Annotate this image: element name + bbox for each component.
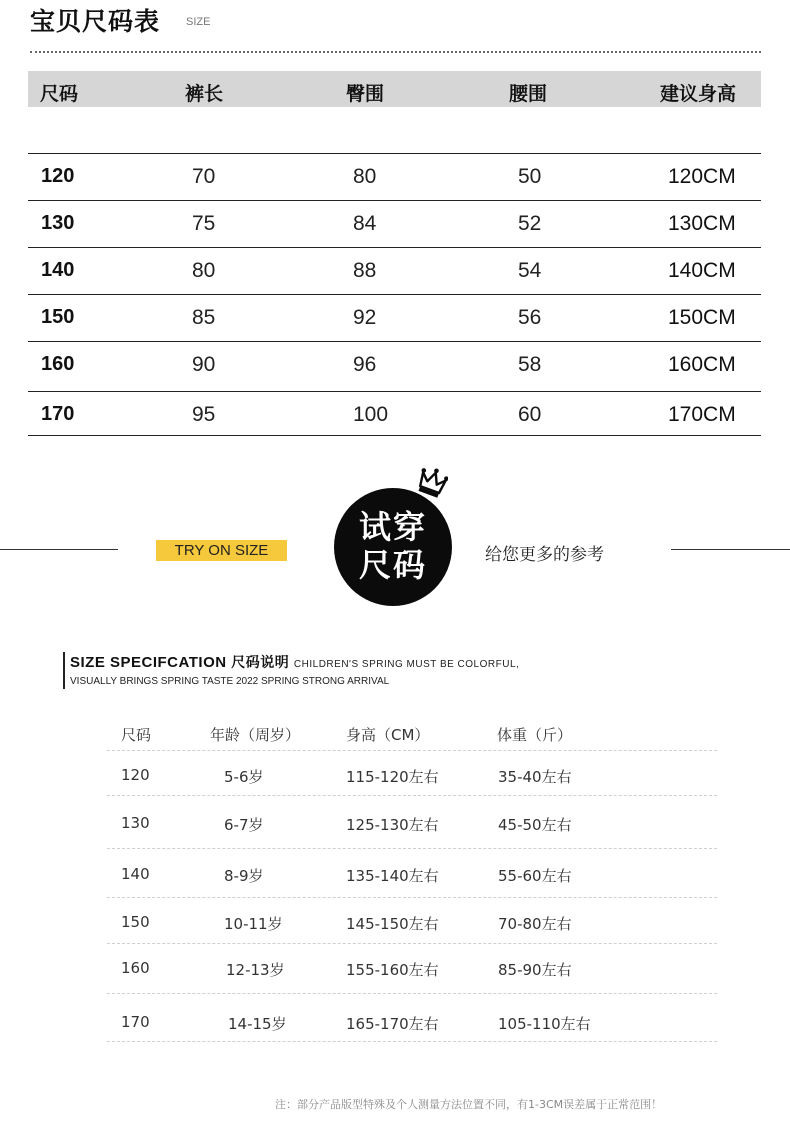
table-cell-length: 70	[192, 165, 216, 188]
spec-header-weight: 体重（斤）	[497, 726, 573, 744]
table-cell-hip: 88	[353, 259, 377, 282]
spec-header-height: 身高（CM）	[346, 726, 430, 744]
spec-cell-age: 8-9岁	[224, 867, 264, 885]
spec-cell-height: 135-140左右	[346, 867, 439, 885]
spec-cell-height: 115-120左右	[346, 768, 439, 786]
table-cell-waist: 60	[518, 403, 542, 426]
spec-accent-bar	[63, 652, 65, 689]
spec-cell-age: 14-15岁	[228, 1015, 287, 1033]
banner-line-right	[671, 549, 790, 550]
header-height: 建议身高	[660, 83, 737, 105]
table-cell-size: 120	[41, 165, 75, 187]
table-row	[28, 153, 761, 199]
spec-cell-size: 130	[121, 814, 150, 832]
circle-text-line1: 试穿	[358, 508, 427, 546]
header-waist: 腰围	[509, 83, 548, 105]
spec-row-divider	[107, 1041, 717, 1042]
banner-line-left	[0, 549, 118, 550]
spec-header-size: 尺码	[121, 726, 152, 744]
table-cell-hip: 80	[353, 165, 377, 188]
try-on-size-badge	[156, 540, 287, 561]
size-table-header	[28, 71, 761, 107]
dotted-divider	[30, 51, 761, 53]
spec-cell-height: 125-130左右	[346, 816, 439, 834]
spec-tagline1: CHILDREN'S SPRING MUST BE COLORFUL,	[293, 659, 520, 670]
spec-cell-height: 145-150左右	[346, 915, 439, 933]
table-cell-waist: 50	[518, 165, 542, 188]
try-on-circle	[334, 488, 452, 606]
table-cell-size: 170	[41, 403, 75, 425]
table-cell-waist: 56	[518, 306, 542, 329]
table-cell-length: 75	[192, 212, 216, 235]
spec-cell-size: 140	[121, 865, 150, 883]
spec-cell-weight: 55-60左右	[498, 867, 572, 885]
spec-cell-weight: 45-50左右	[498, 816, 572, 834]
circle-text-line2: 尺码	[358, 546, 427, 584]
spec-cell-weight: 105-110左右	[498, 1015, 591, 1033]
table-row	[28, 341, 761, 387]
spec-cell-age: 12-13岁	[226, 961, 285, 979]
table-cell-size: 140	[41, 259, 75, 281]
table-cell-size: 130	[41, 212, 75, 234]
table-cell-length: 80	[192, 259, 216, 282]
spec-cell-weight: 85-90左右	[498, 961, 572, 979]
table-cell-waist: 54	[518, 259, 542, 282]
table-cell-height: 160CM	[668, 353, 736, 376]
spec-row-divider	[107, 795, 717, 796]
spec-cell-size: 170	[121, 1013, 150, 1031]
spec-cell-weight: 70-80左右	[498, 915, 572, 933]
header-size: 尺码	[40, 83, 79, 105]
size-table-title: 宝贝尺码表	[30, 7, 161, 36]
table-row	[28, 200, 761, 246]
table-cell-height: 130CM	[668, 212, 736, 235]
table-cell-length: 90	[192, 353, 216, 376]
spec-title-cn: 尺码说明	[231, 654, 290, 670]
table-cell-height: 150CM	[668, 306, 736, 329]
try-on-size-label: TRY ON SIZE	[174, 542, 269, 559]
spec-cell-age: 6-7岁	[224, 816, 264, 834]
spec-header-age: 年龄（周岁）	[210, 726, 301, 744]
spec-cell-height: 165-170左右	[346, 1015, 439, 1033]
table-cell-hip: 96	[353, 353, 377, 376]
spec-row-divider	[107, 750, 717, 751]
table-cell-height: 120CM	[668, 165, 736, 188]
spec-row-divider	[107, 993, 717, 994]
table-cell-hip: 92	[353, 306, 377, 329]
spec-row-divider	[107, 943, 717, 944]
table-cell-hip: 84	[353, 212, 377, 235]
table-row	[28, 391, 761, 437]
spec-cell-age: 5-6岁	[224, 768, 264, 786]
reference-text: 给您更多的参考	[485, 545, 604, 565]
spec-title	[70, 652, 519, 672]
crown-icon	[416, 466, 448, 500]
spec-cell-height: 155-160左右	[346, 961, 439, 979]
header-hip: 臀围	[346, 83, 385, 105]
table-cell-size: 150	[41, 306, 75, 328]
table-cell-height: 140CM	[668, 259, 736, 282]
table-cell-waist: 52	[518, 212, 542, 235]
spec-row-divider	[107, 897, 717, 898]
table-cell-length: 85	[192, 306, 216, 329]
header-length: 裤长	[185, 83, 224, 105]
spec-cell-weight: 35-40左右	[498, 768, 572, 786]
size-table-subtitle: SIZE	[186, 16, 211, 28]
table-row	[28, 247, 761, 293]
table-cell-height: 170CM	[668, 403, 736, 426]
spec-tagline2: VISUALLY BRINGS SPRING TASTE 2022 SPRING STRONG ARRIVAL	[70, 676, 390, 687]
spec-title-en: SIZE SPECIFCATION	[70, 654, 227, 671]
table-cell-hip: 100	[353, 403, 389, 426]
table-cell-length: 95	[192, 403, 216, 426]
spec-row-divider	[107, 848, 717, 849]
table-cell-waist: 58	[518, 353, 542, 376]
spec-cell-size: 160	[121, 959, 150, 977]
table-cell-size: 160	[41, 353, 75, 375]
spec-cell-age: 10-11岁	[224, 915, 283, 933]
measurement-note: 注：部分产品版型特殊及个人测量方法位置不同，有1-3CM误差属于正常范围！	[275, 1098, 663, 1111]
spec-cell-size: 150	[121, 913, 150, 931]
spec-cell-size: 120	[121, 766, 150, 784]
table-row	[28, 294, 761, 340]
